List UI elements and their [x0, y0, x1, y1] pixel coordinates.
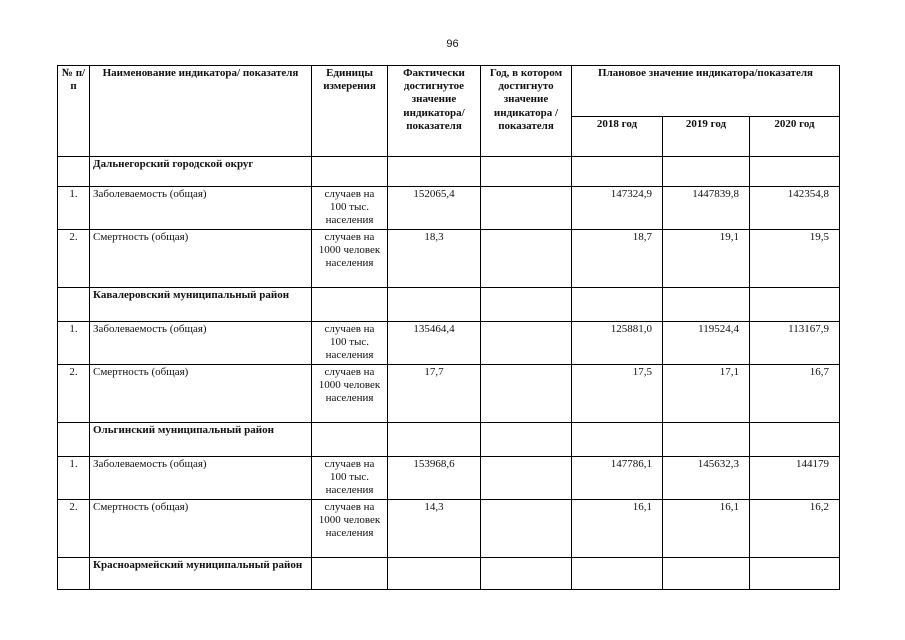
unit-cell: случаев на 100 тыс. населения [312, 457, 388, 500]
empty-cell [750, 288, 840, 322]
indicator-name: Заболеваемость (общая) [90, 457, 312, 500]
empty-cell [750, 558, 840, 590]
plan-value-2019: 17,1 [663, 365, 750, 423]
district-num-cell [58, 558, 90, 590]
empty-cell [481, 423, 572, 457]
empty-cell [312, 423, 388, 457]
fact-value: 152065,4 [388, 187, 481, 230]
empty-cell [481, 288, 572, 322]
empty-cell [663, 558, 750, 590]
plan-value-2020: 19,5 [750, 230, 840, 288]
plan-value-2018: 147324,9 [572, 187, 663, 230]
plan-value-2020: 142354,8 [750, 187, 840, 230]
district-num-cell [58, 423, 90, 457]
district-name: Кавалеровский муниципальный район [90, 288, 312, 322]
empty-cell [750, 423, 840, 457]
district-name: Дальнегорский городской округ [90, 157, 312, 187]
plan-value-2020: 113167,9 [750, 322, 840, 365]
plan-value-2018: 18,7 [572, 230, 663, 288]
row-number: 2. [58, 365, 90, 423]
header-fact: Фактически достигнутое значение индикатора/ показателя [388, 66, 481, 157]
district-name: Красноармейский муниципальный район [90, 558, 312, 590]
year-value [481, 230, 572, 288]
indicator-name: Заболеваемость (общая) [90, 322, 312, 365]
table-row [58, 500, 840, 558]
district-name: Ольгинский муниципальный район [90, 423, 312, 457]
fact-value: 153968,6 [388, 457, 481, 500]
unit-cell: случаев на 1000 человек населения [312, 500, 388, 558]
indicator-name: Смертность (общая) [90, 230, 312, 288]
empty-cell [572, 423, 663, 457]
fact-value: 17,7 [388, 365, 481, 423]
plan-value-2020: 16,2 [750, 500, 840, 558]
plan-value-2018: 16,1 [572, 500, 663, 558]
district-row [58, 423, 840, 457]
plan-value-2018: 147786,1 [572, 457, 663, 500]
empty-cell [572, 558, 663, 590]
header-unit: Единицы измерения [312, 66, 388, 157]
page-number: 96 [446, 38, 459, 50]
plan-value-2019: 1447839,8 [663, 187, 750, 230]
indicator-name: Смертность (общая) [90, 500, 312, 558]
empty-cell [572, 157, 663, 187]
table-row [58, 230, 840, 288]
empty-cell [481, 157, 572, 187]
district-num-cell [58, 288, 90, 322]
row-number: 2. [58, 230, 90, 288]
empty-cell [388, 157, 481, 187]
plan-value-2018: 17,5 [572, 365, 663, 423]
indicator-name: Заболеваемость (общая) [90, 187, 312, 230]
district-row [58, 558, 840, 590]
plan-value-2019: 145632,3 [663, 457, 750, 500]
year-value [481, 322, 572, 365]
empty-cell [663, 288, 750, 322]
empty-cell [572, 288, 663, 322]
row-number: 1. [58, 187, 90, 230]
unit-cell: случаев на 1000 человек населения [312, 365, 388, 423]
fact-value: 135464,4 [388, 322, 481, 365]
unit-cell: случаев на 100 тыс. населения [312, 187, 388, 230]
unit-cell: случаев на 1000 человек населения [312, 230, 388, 288]
header-plan-year: 2020 год [750, 117, 840, 157]
fact-value: 14,3 [388, 500, 481, 558]
empty-cell [663, 157, 750, 187]
table-header [58, 66, 840, 157]
plan-value-2019: 119524,4 [663, 322, 750, 365]
year-value [481, 457, 572, 500]
row-number: 1. [58, 457, 90, 500]
header-num: № п/ п [58, 66, 90, 157]
unit-cell: случаев на 100 тыс. населения [312, 322, 388, 365]
empty-cell [481, 558, 572, 590]
year-value [481, 187, 572, 230]
empty-cell [750, 157, 840, 187]
empty-cell [388, 558, 481, 590]
table-row [58, 365, 840, 423]
year-value [481, 365, 572, 423]
empty-cell [312, 558, 388, 590]
plan-value-2019: 19,1 [663, 230, 750, 288]
indicators-table [57, 65, 840, 590]
table-row [58, 322, 840, 365]
district-row [58, 157, 840, 187]
year-value [481, 500, 572, 558]
header-year: Год, в котором достигнуто значение индикатора /показателя [481, 66, 572, 157]
table-row [58, 187, 840, 230]
header-plan-year: 2018 год [572, 117, 663, 157]
plan-value-2018: 125881,0 [572, 322, 663, 365]
plan-value-2020: 144179 [750, 457, 840, 500]
table-row [58, 457, 840, 500]
row-number: 2. [58, 500, 90, 558]
plan-value-2019: 16,1 [663, 500, 750, 558]
row-number: 1. [58, 322, 90, 365]
empty-cell [663, 423, 750, 457]
district-num-cell [58, 157, 90, 187]
empty-cell [312, 157, 388, 187]
empty-cell [388, 423, 481, 457]
table-body [58, 157, 840, 590]
district-row [58, 288, 840, 322]
indicator-name: Смертность (общая) [90, 365, 312, 423]
empty-cell [388, 288, 481, 322]
header-name: Наименование индикатора/ показателя [90, 66, 312, 157]
empty-cell [312, 288, 388, 322]
header-plan-year: 2019 год [663, 117, 750, 157]
fact-value: 18,3 [388, 230, 481, 288]
plan-value-2020: 16,7 [750, 365, 840, 423]
header-plan: Плановое значение индикатора/показателя [572, 66, 840, 117]
